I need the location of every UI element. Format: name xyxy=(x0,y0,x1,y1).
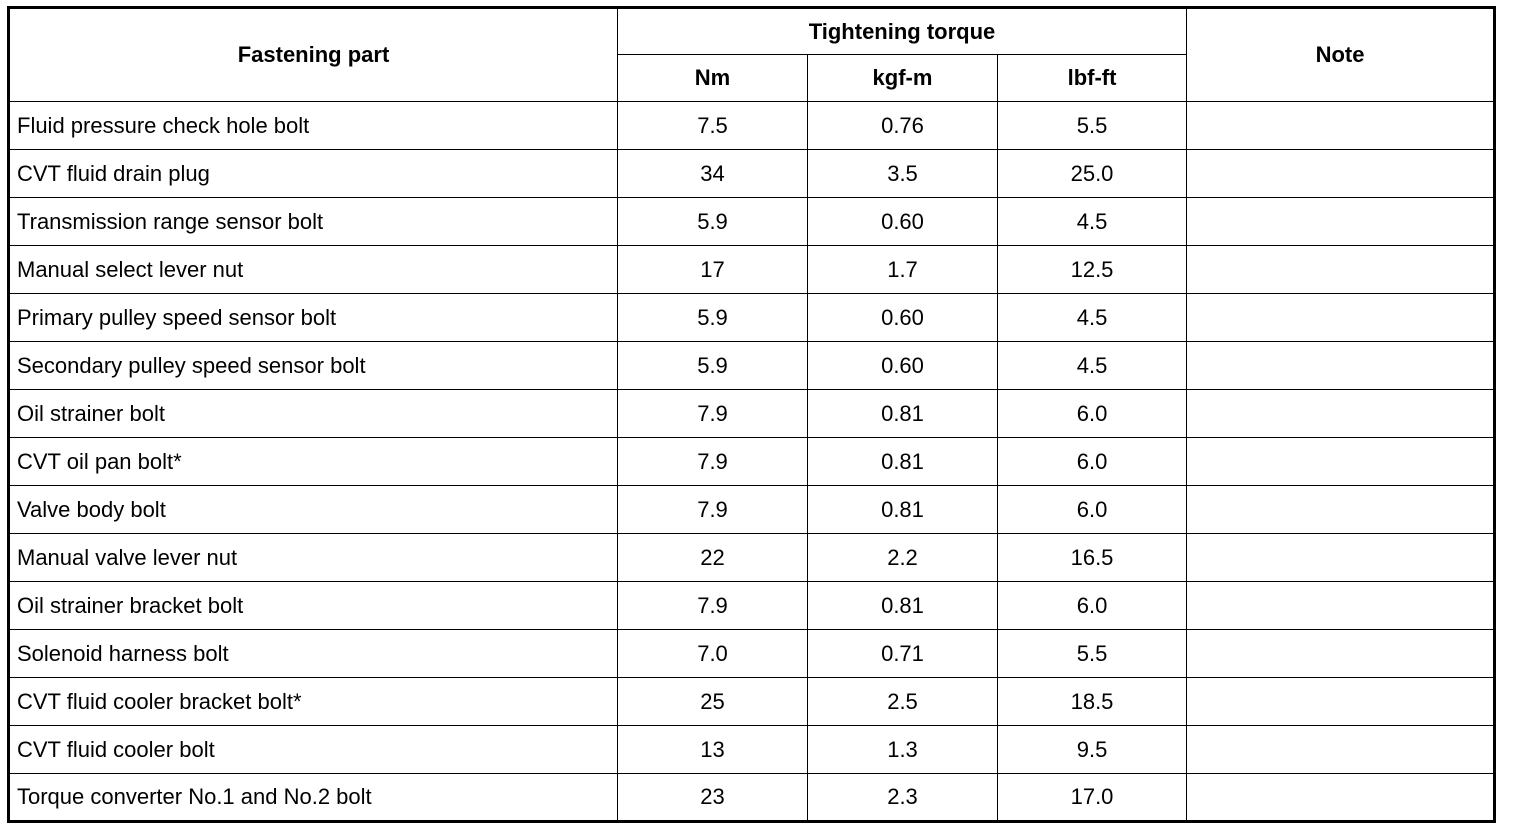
torque-nm-cell: 7.9 xyxy=(618,486,808,534)
torque-lbfft-cell: 16.5 xyxy=(998,534,1187,582)
note-cell xyxy=(1187,726,1495,774)
torque-lbfft-cell: 18.5 xyxy=(998,678,1187,726)
torque-lbfft-cell: 9.5 xyxy=(998,726,1187,774)
torque-kgfm-cell: 2.2 xyxy=(808,534,998,582)
torque-lbfft-cell: 5.5 xyxy=(998,102,1187,150)
torque-nm-cell: 5.9 xyxy=(618,342,808,390)
fastening-part-cell: Manual select lever nut xyxy=(9,246,618,294)
fastening-part-cell: Manual valve lever nut xyxy=(9,534,618,582)
table-row xyxy=(9,246,1495,294)
fastening-part-cell: CVT fluid cooler bolt xyxy=(9,726,618,774)
tightening-torque-header: Tightening torque xyxy=(618,8,1187,55)
torque-kgfm-cell: 0.60 xyxy=(808,342,998,390)
note-cell xyxy=(1187,342,1495,390)
table-header xyxy=(9,8,1495,102)
unit-header-nm: Nm xyxy=(618,55,808,102)
torque-lbfft-cell: 6.0 xyxy=(998,582,1187,630)
note-cell xyxy=(1187,630,1495,678)
table-row xyxy=(9,726,1495,774)
torque-lbfft-cell: 4.5 xyxy=(998,198,1187,246)
note-header: Note xyxy=(1187,8,1495,102)
fastening-part-cell: Transmission range sensor bolt xyxy=(9,198,618,246)
table-row xyxy=(9,774,1495,822)
note-cell xyxy=(1187,198,1495,246)
torque-nm-cell: 7.9 xyxy=(618,438,808,486)
unit-header-lbfft: lbf-ft xyxy=(998,55,1187,102)
note-cell xyxy=(1187,774,1495,822)
table-row xyxy=(9,438,1495,486)
torque-lbfft-cell: 4.5 xyxy=(998,294,1187,342)
torque-lbfft-cell: 6.0 xyxy=(998,438,1187,486)
fastening-part-cell: Valve body bolt xyxy=(9,486,618,534)
note-cell xyxy=(1187,390,1495,438)
note-cell xyxy=(1187,438,1495,486)
torque-kgfm-cell: 0.60 xyxy=(808,294,998,342)
table-row xyxy=(9,390,1495,438)
torque-lbfft-cell: 17.0 xyxy=(998,774,1187,822)
table-body xyxy=(9,102,1495,822)
fastening-part-cell: Secondary pulley speed sensor bolt xyxy=(9,342,618,390)
fastening-part-cell: Torque converter No.1 and No.2 bolt xyxy=(9,774,618,822)
torque-nm-cell: 23 xyxy=(618,774,808,822)
table-row xyxy=(9,582,1495,630)
torque-nm-cell: 7.5 xyxy=(618,102,808,150)
torque-nm-cell: 13 xyxy=(618,726,808,774)
torque-lbfft-cell: 5.5 xyxy=(998,630,1187,678)
note-cell xyxy=(1187,534,1495,582)
table-row xyxy=(9,630,1495,678)
torque-lbfft-cell: 12.5 xyxy=(998,246,1187,294)
note-cell xyxy=(1187,294,1495,342)
fastening-part-cell: Primary pulley speed sensor bolt xyxy=(9,294,618,342)
torque-nm-cell: 5.9 xyxy=(618,198,808,246)
note-cell xyxy=(1187,246,1495,294)
torque-kgfm-cell: 0.60 xyxy=(808,198,998,246)
torque-lbfft-cell: 25.0 xyxy=(998,150,1187,198)
torque-nm-cell: 7.9 xyxy=(618,582,808,630)
torque-nm-cell: 34 xyxy=(618,150,808,198)
fastening-part-cell: CVT fluid drain plug xyxy=(9,150,618,198)
torque-nm-cell: 17 xyxy=(618,246,808,294)
table-row xyxy=(9,294,1495,342)
torque-kgfm-cell: 1.3 xyxy=(808,726,998,774)
torque-kgfm-cell: 0.81 xyxy=(808,438,998,486)
note-cell xyxy=(1187,582,1495,630)
torque-kgfm-cell: 0.71 xyxy=(808,630,998,678)
fastening-part-cell: Fluid pressure check hole bolt xyxy=(9,102,618,150)
table-row xyxy=(9,486,1495,534)
torque-nm-cell: 7.0 xyxy=(618,630,808,678)
table-row xyxy=(9,198,1495,246)
fastening-part-header: Fastening part xyxy=(9,8,618,102)
unit-header-kgfm: kgf-m xyxy=(808,55,998,102)
torque-kgfm-cell: 2.3 xyxy=(808,774,998,822)
table-row xyxy=(9,150,1495,198)
torque-kgfm-cell: 0.81 xyxy=(808,486,998,534)
torque-kgfm-cell: 3.5 xyxy=(808,150,998,198)
fastening-part-cell: Oil strainer bolt xyxy=(9,390,618,438)
fastening-part-cell: Oil strainer bracket bolt xyxy=(9,582,618,630)
torque-kgfm-cell: 2.5 xyxy=(808,678,998,726)
torque-nm-cell: 25 xyxy=(618,678,808,726)
torque-lbfft-cell: 6.0 xyxy=(998,390,1187,438)
table-row xyxy=(9,102,1495,150)
torque-lbfft-cell: 4.5 xyxy=(998,342,1187,390)
torque-kgfm-cell: 0.81 xyxy=(808,582,998,630)
torque-nm-cell: 7.9 xyxy=(618,390,808,438)
torque-lbfft-cell: 6.0 xyxy=(998,486,1187,534)
torque-nm-cell: 5.9 xyxy=(618,294,808,342)
torque-table xyxy=(7,6,1496,823)
torque-kgfm-cell: 1.7 xyxy=(808,246,998,294)
table-row xyxy=(9,534,1495,582)
fastening-part-cell: CVT oil pan bolt* xyxy=(9,438,618,486)
fastening-part-cell: Solenoid harness bolt xyxy=(9,630,618,678)
torque-nm-cell: 22 xyxy=(618,534,808,582)
note-cell xyxy=(1187,150,1495,198)
table-row xyxy=(9,342,1495,390)
header-row xyxy=(9,8,1495,55)
fastening-part-cell: CVT fluid cooler bracket bolt* xyxy=(9,678,618,726)
note-cell xyxy=(1187,102,1495,150)
note-cell xyxy=(1187,678,1495,726)
torque-kgfm-cell: 0.81 xyxy=(808,390,998,438)
note-cell xyxy=(1187,486,1495,534)
torque-kgfm-cell: 0.76 xyxy=(808,102,998,150)
table-row xyxy=(9,678,1495,726)
